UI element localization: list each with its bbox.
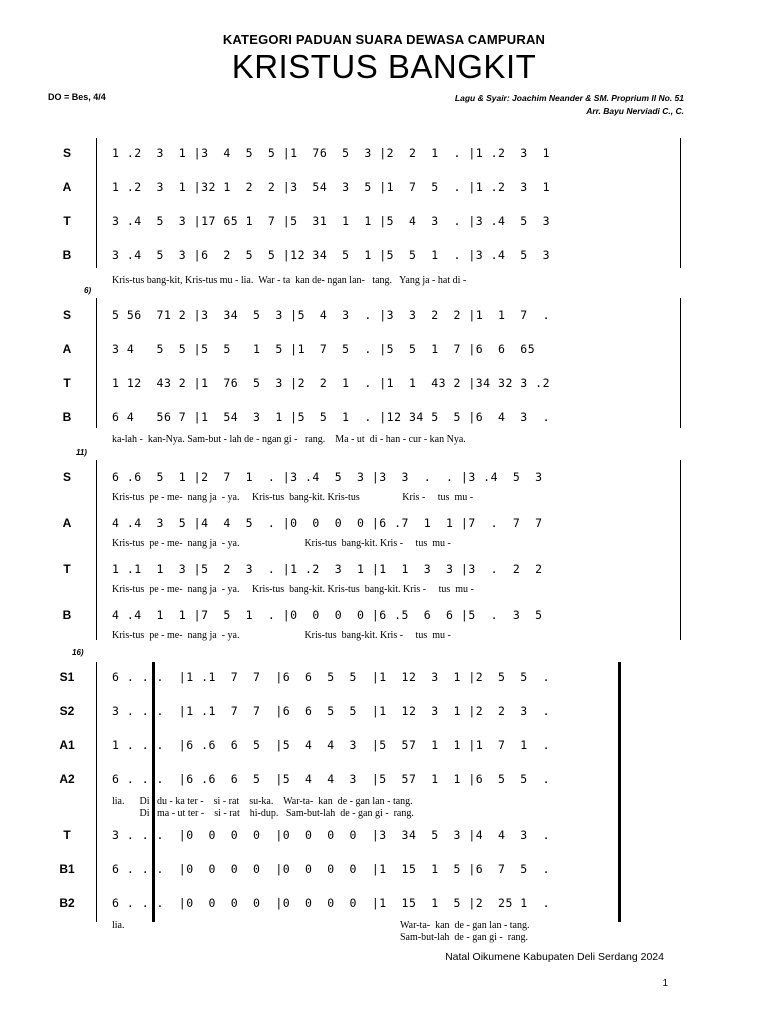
measure-number: 6) (84, 286, 92, 295)
voice-label: T (63, 562, 71, 576)
voice-label: B1 (59, 862, 75, 876)
notation-row: 5 56 71 2 |3 34 5 3 |5 4 3 . |3 3 2 2 |1 1 7 . (112, 308, 550, 322)
measure-number: 16) (72, 648, 84, 657)
notation-row: 1 .2 3 1 |32 1 2 2 |3 54 3 5 |1 7 5 . |1 .2 3 1 (112, 180, 550, 194)
notation-row: 1 . . . |6 .6 6 5 |5 4 4 3 |5 57 1 1 |1 7 1 . (112, 738, 550, 752)
composer-credit: Lagu & Syair: Joachim Neander & SM. Proprium II No. 51 (454, 93, 684, 103)
notation-row: 6 4 56 7 |1 54 3 1 |5 5 1 . |12 34 5 5 |6 4 3 . (112, 410, 550, 424)
notation-row: 4 .4 3 5 |4 4 5 . |0 0 0 0 |6 .7 1 1 |7 . 7 7 (112, 516, 543, 530)
system-bracket (96, 138, 97, 268)
notation-row: 1 12 43 2 |1 76 5 3 |2 2 1 . |1 1 43 2 |34 32 3 .2 (112, 376, 550, 390)
system-bracket (96, 298, 97, 428)
notation-row: 3 .4 5 3 |17 65 1 7 |5 31 1 1 |5 4 3 . |3 .4 5 3 (112, 214, 550, 228)
key-signature: DO = Bes, 4/4 (48, 92, 106, 102)
notation-row: 1 .1 1 3 |5 2 3 . |1 .2 3 1 |1 1 3 3 |3 . 2 2 (112, 562, 543, 576)
lyric-line: Sam-but-lah de - gan gi - rang. (400, 932, 529, 943)
voice-label: B (62, 608, 72, 622)
voice-label: A2 (59, 772, 75, 786)
voice-label: T (63, 828, 71, 842)
notation-row: 3 . . . |1 .1 7 7 |6 6 5 5 |1 12 3 1 |2 2 3 . (112, 704, 550, 718)
barline (680, 138, 681, 268)
page-number: 1 (662, 978, 668, 989)
notation-row: 3 . . . |0 0 0 0 |0 0 0 0 |3 34 5 3 |4 4 3 . (112, 828, 550, 842)
notation-row: 3 4 5 5 |5 5 1 5 |1 7 5 . |5 5 1 7 |6 6 65 (112, 342, 536, 356)
notation-row: 6 . . . |0 0 0 0 |0 0 0 0 |1 15 1 5 |6 7 5 . (112, 862, 550, 876)
lyric-line: Kris-tus pe - me- nang ja - ya. Kris-tus bang-kit. Kris - tus mu - (112, 538, 451, 549)
credits (455, 92, 684, 118)
voice-label: S (62, 470, 71, 484)
notation-row: 6 . . . |0 0 0 0 |0 0 0 0 |1 15 1 5 |2 25 1 . (112, 896, 550, 910)
voice-label: A (62, 180, 72, 194)
song-title: KRISTUS BANGKIT (231, 48, 537, 85)
system-5 (48, 822, 648, 952)
voice-label: S (62, 146, 71, 160)
notation-row: 4 .4 1 1 |7 5 1 . |0 0 0 0 |6 .5 6 6 |5 . 3 5 (112, 608, 543, 622)
lyric-line: Kris-tus pe - me- nang ja - ya. Kris-tus bang-kit. Kris-tus Kris - tus mu - (112, 492, 474, 503)
voice-label: T (63, 214, 71, 228)
system-4 (48, 648, 648, 828)
category-heading: KATEGORI PADUAN SUARA DEWASA CAMPURAN (222, 32, 546, 47)
lyric-line: ka-lah - kan-Nya. Sam-but - lah de - ngan gi - rang. Ma - ut di - han - cur - kan Nya. (112, 434, 466, 445)
system-2 (48, 286, 688, 456)
notation-row: 3 .4 5 3 |6 2 5 5 |12 34 5 1 |5 5 1 . |3 .4 5 3 (112, 248, 550, 262)
voice-label: A (62, 342, 72, 356)
lyric-line: lia. (112, 920, 125, 931)
lyric-line: Kris-tus pe - me- nang ja - ya. Kris-tus bang-kit. Kris-tus bang-kit. Kris - tus mu - (112, 584, 474, 595)
lyric-line: Di ma - ut ter - si - rat hi-dup. Sam-but-lah de - gan gi - rang. (112, 808, 414, 819)
voice-label: S (62, 308, 71, 322)
voice-label: A1 (59, 738, 75, 752)
voice-label: S1 (59, 670, 75, 684)
lyric-line: Kris-tus pe - me- nang ja - ya. Kris-tus bang-kit. Kris - tus mu - (112, 630, 451, 641)
system-3 (48, 448, 688, 648)
barline (680, 298, 681, 428)
system-bracket (96, 460, 97, 640)
event-footer: Natal Oikumene Kabupaten Deli Serdang 2024 (445, 951, 664, 963)
notation-row: 6 . . . |6 .6 6 5 |5 4 4 3 |5 57 1 1 |6 5 5 . (112, 772, 550, 786)
barline (680, 460, 681, 640)
voice-label: S2 (59, 704, 75, 718)
lyric-line: War-ta- kan de - gan lan - tang. (400, 920, 530, 931)
notation-row: 6 .6 5 1 |2 7 1 . |3 .4 5 3 |3 3 . . |3 .4 5 3 (112, 470, 543, 484)
measure-number: 11) (76, 448, 87, 457)
notation-row: 6 . . . |1 .1 7 7 |6 6 5 5 |1 12 3 1 |2 5 5 . (112, 670, 550, 684)
lyric-line: lia. Di du - ka ter - si - rat su-ka. War-ta- kan de - gan lan - tang. (112, 796, 413, 807)
lyric-line: Kris-tus bang-kit, Kris-tus mu - lia. War - ta kan de- ngan lan- tang. Yang ja - hat di - (112, 275, 467, 286)
arranger-credit: Arr. Bayu Nerviadi C., C. (586, 106, 684, 116)
voice-label: B2 (59, 896, 75, 910)
system-1 (48, 134, 688, 294)
voice-label: B (62, 248, 72, 262)
voice-label: T (63, 376, 71, 390)
voice-label: B (62, 410, 72, 424)
notation-row: 1 .2 3 1 |3 4 5 5 |1 76 5 3 |2 2 1 . |1 .2 3 1 (112, 146, 550, 160)
voice-label: A (62, 516, 72, 530)
